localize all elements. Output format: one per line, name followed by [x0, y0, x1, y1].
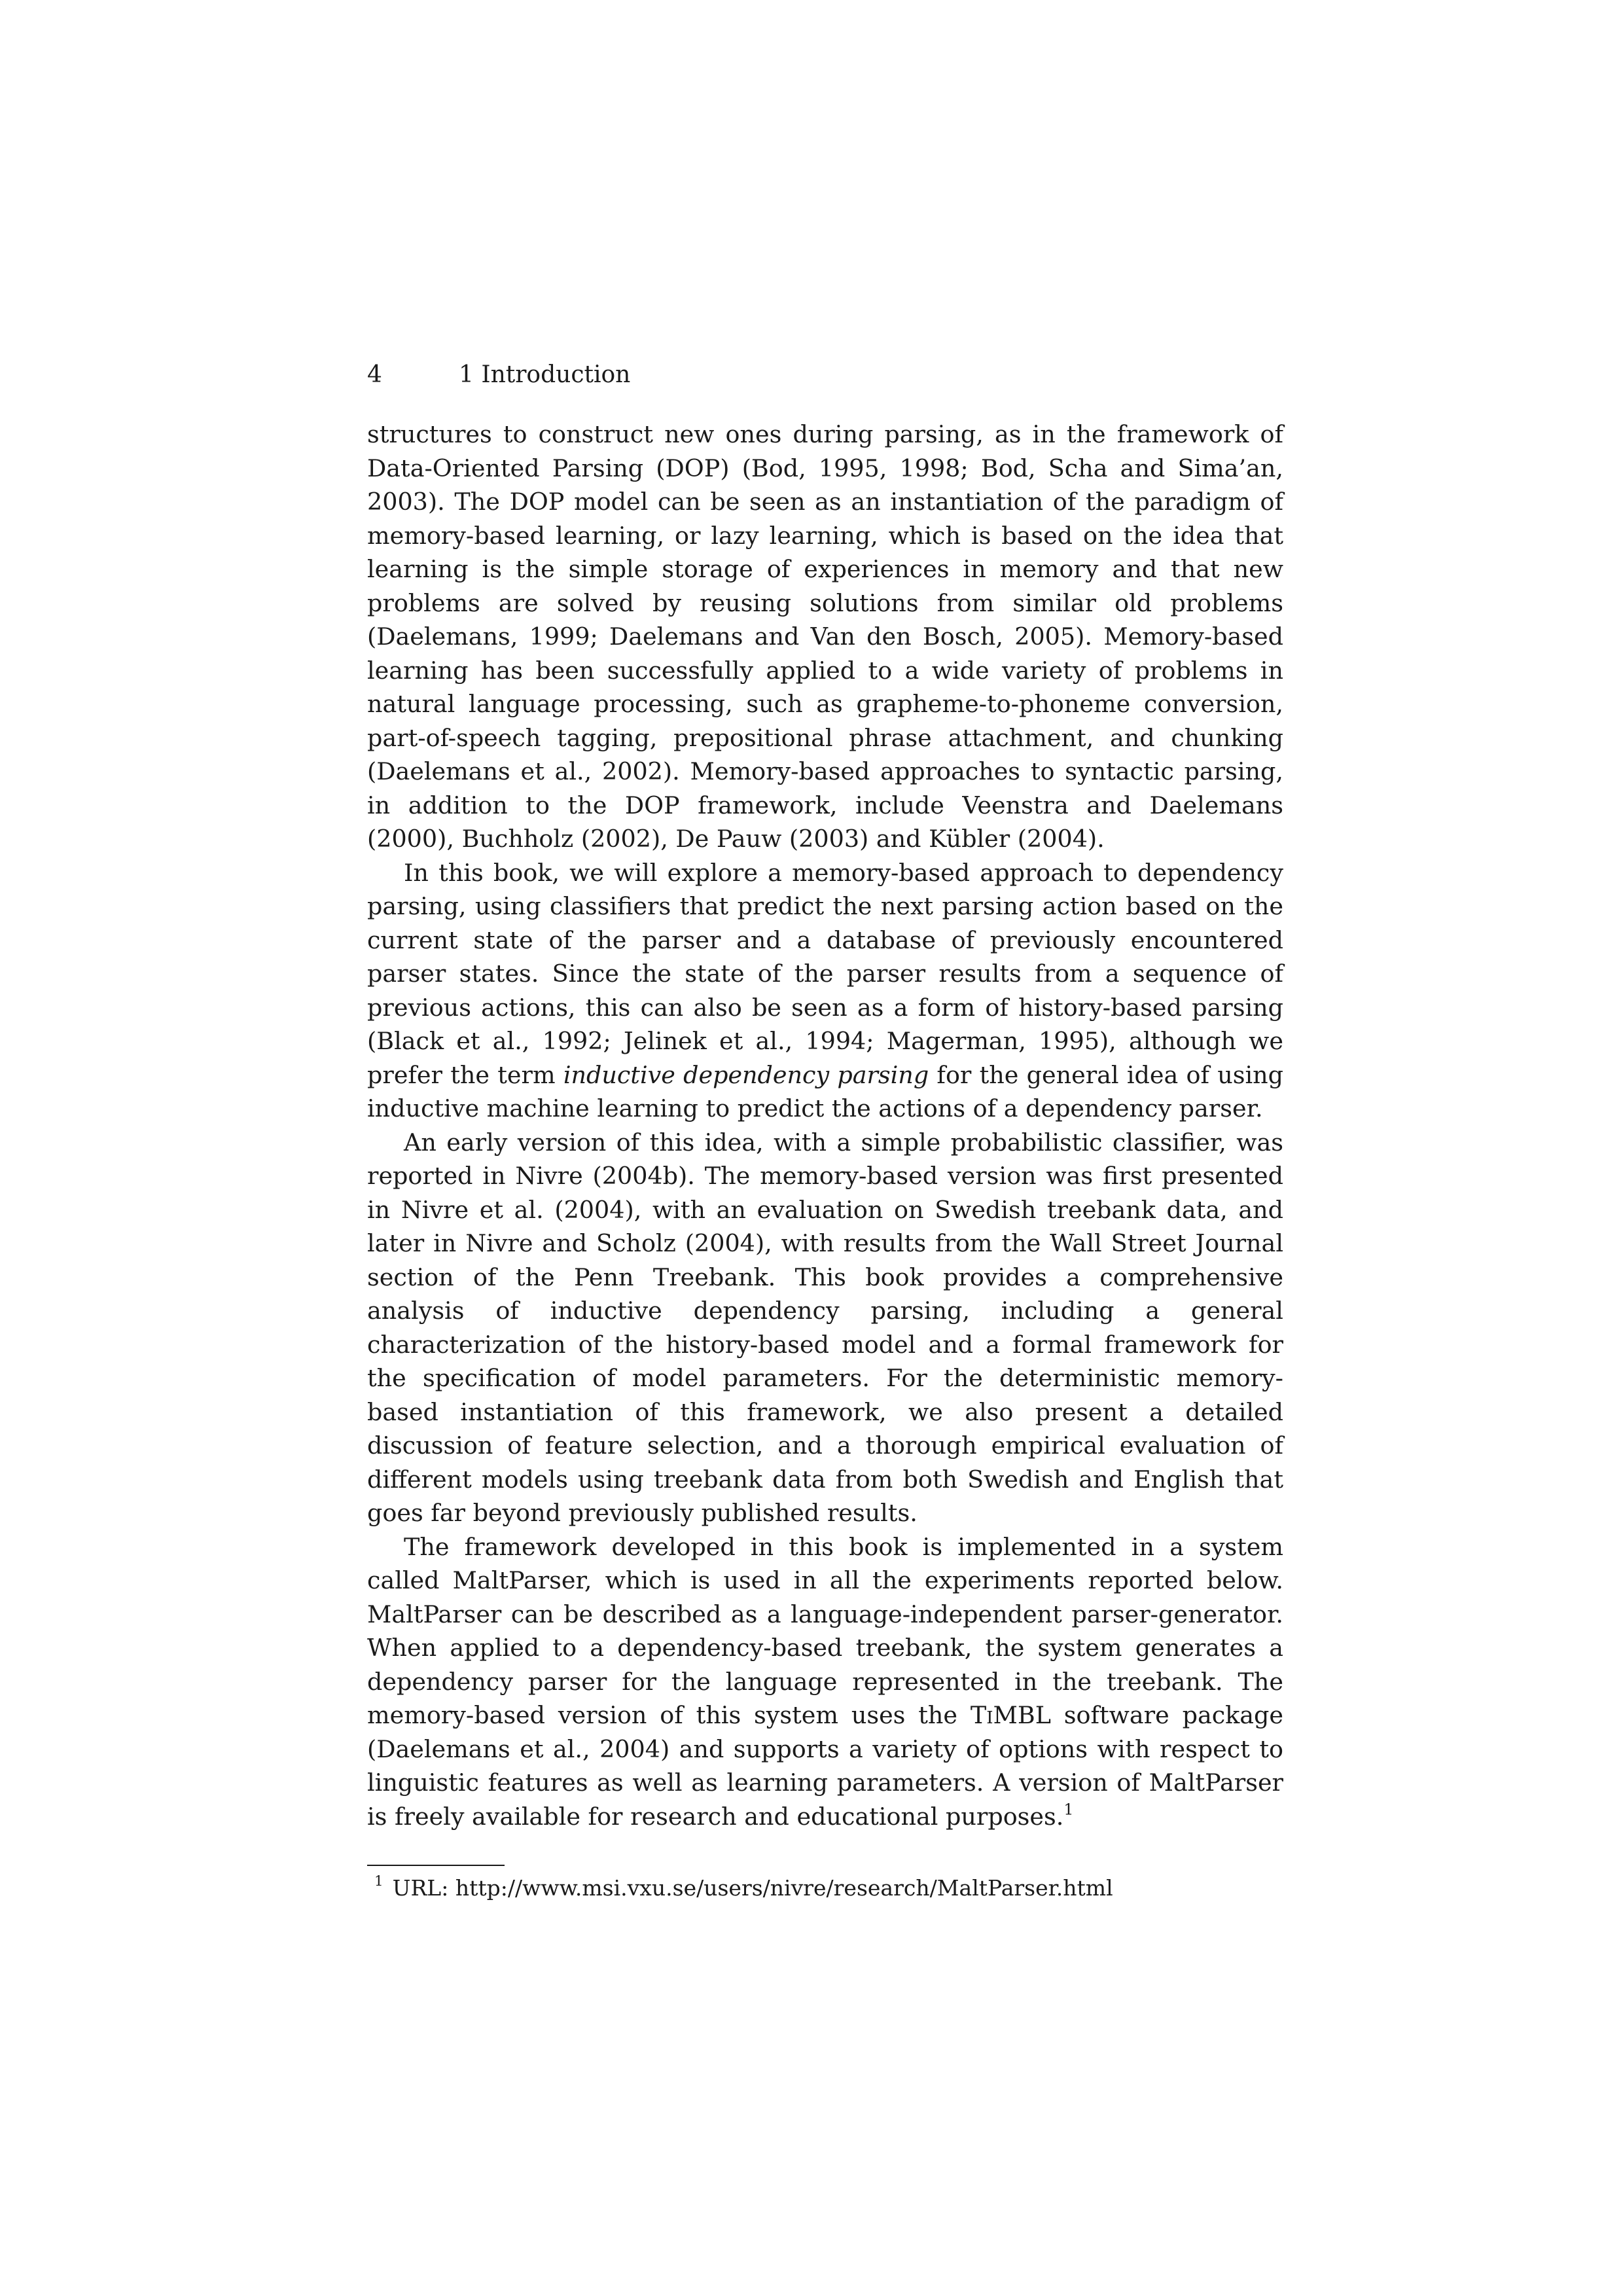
paragraph-4-text-a: The framework developed in this book is implemented in a system called MaltParser, which is used in all the experiments reported below. MaltParser can be described as a language-independent parser-generator. When applied to a dependency-based treebank, the system generates a dependency parser for the language represented in the treebank. The memory-based version of this system uses the — [367, 1532, 1283, 1729]
paragraph-2-text-a: In this book, we will explore a memory-based approach to dependency parsing, using classifiers that predict the next parsing action based on the current state of the parser and a database of previously encountered parser states. Since the state of the parser results from a sequence of previous actions, this can also be seen as a form of history-based parsing (Black et al., 1992; Jelinek et al., 1994; Magerman, 1995), although we prefer the term — [367, 858, 1283, 1089]
page-number: 4 — [367, 361, 382, 388]
paragraph-3: An early version of this idea, with a simple probabilistic classifier, was reported in Nivre (2004b). The memory-based version was first presented in Nivre et al. (2004), with an evaluation on Swedish treebank data, and later in Nivre and Scholz (2004), with results from the Wall Street Journal section of the Penn Treebank. This book provides a comprehensive analysis of inductive dependency parsing, including a general characterization of the history-based model and a formal framework for the specification of model parameters. For the deterministic memory-based instantiation of this framework, we also present a detailed discussion of feature selection, and a thorough empirical evaluation of different models using treebank data from both Swedish and English that goes far beyond previously published results. — [367, 1128, 1283, 1527]
paragraph-1: structures to construct new ones during parsing, as in the framework of Data-Oriented Parsing (DOP) (Bod, 1995, 1998; Bod, Scha and Sima’an, 2003). The DOP model can be seen as an instantiation of the paradigm of memory-based learning, or lazy learning, which is based on the idea that learning is the simple storage of experiences in memory and that new problems are solved by reusing solutions from similar old problems (Daelemans, 1999; Daelemans and Van den Bosch, 2005). Memory-based learning has been successfully applied to a wide variety of problems in natural language processing, such as grapheme-to-phoneme conversion, part-of-speech tagging, prepositional phrase attachment, and chunking (Daelemans et al., 2002). Memory-based approaches to syntactic parsing, in addition to the DOP framework, include Veenstra and Daelemans (2000), Buchholz (2002), De Pauw (2003) and Kübler (2004). — [367, 420, 1283, 853]
main-text — [367, 418, 1283, 1833]
footnote-mark: 1 — [374, 1873, 383, 1890]
timbl-mbl: MBL — [993, 1701, 1051, 1729]
paragraph-4-text-b: software package (Daelemans et al., 2004) and supports a variety of options with respect to linguistic features as well as learning parameters. A version of MaltParser is freely available for research and educational purposes. — [367, 1701, 1283, 1831]
paragraph-2 — [367, 856, 1283, 1126]
footnote — [374, 1873, 1291, 1903]
running-title: 1 Introduction — [459, 361, 631, 388]
timbl-i: i — [986, 1701, 993, 1729]
footnote-rule — [367, 1865, 505, 1866]
footnote-text: URL: http://www.msi.vxu.se/users/nivre/research/MaltParser.html — [392, 1875, 1113, 1901]
paragraph-2-text-b: for the general idea of using inductive machine learning to predict the actions of a dependency parser. — [367, 1060, 1283, 1122]
timbl-t: T — [970, 1701, 987, 1729]
running-header — [367, 359, 1283, 391]
paragraph-4 — [367, 1530, 1283, 1834]
timbl-name — [971, 1701, 1051, 1729]
footnote-reference: 1 — [1063, 1800, 1074, 1819]
paragraph-2-emphasis: inductive dependency parsing — [563, 1060, 929, 1089]
